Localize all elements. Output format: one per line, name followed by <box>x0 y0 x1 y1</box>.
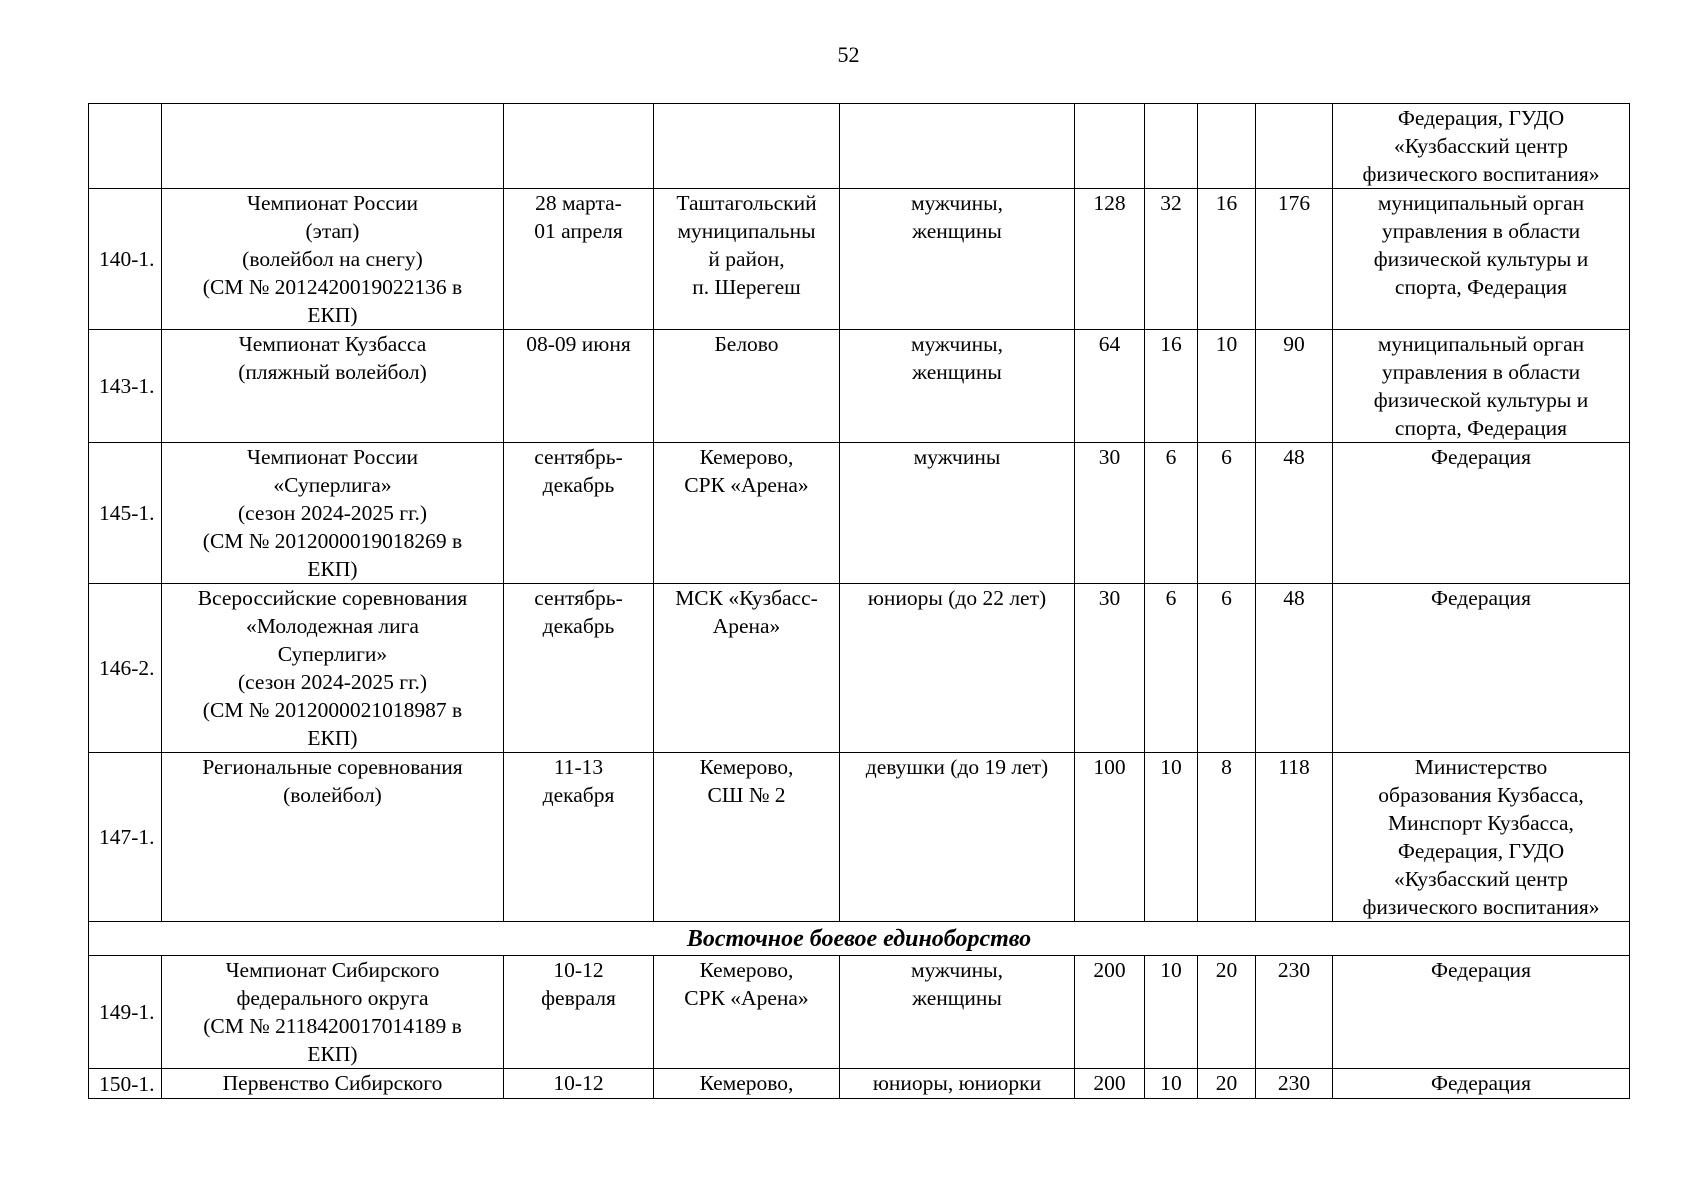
participants-cell: девушки (до 19 лет) <box>840 753 1075 922</box>
count-coaches-cell: 10 <box>1145 956 1198 1069</box>
organizer-cell: муниципальный орган управления в области физической культуры и спорта, Федерация <box>1333 330 1630 443</box>
count-coaches-cell: 6 <box>1145 443 1198 584</box>
participants-cell: мужчины, женщины <box>840 956 1075 1069</box>
count-coaches-cell: 10 <box>1145 1069 1198 1099</box>
row-number-cell: 147-1. <box>89 753 162 922</box>
count-coaches-cell: 32 <box>1145 189 1198 330</box>
count-coaches-cell <box>1145 104 1198 189</box>
organizer-cell: Федерация <box>1333 956 1630 1069</box>
event-place-cell <box>654 104 840 189</box>
count-total-cell: 48 <box>1256 584 1333 753</box>
count-judges-cell: 10 <box>1198 330 1256 443</box>
participants-cell: мужчины <box>840 443 1075 584</box>
table-row <box>89 956 1630 1069</box>
table-row <box>89 189 1630 330</box>
event-name-cell <box>162 104 504 189</box>
event-name-cell: Чемпионат Сибирского федерального округа (СМ № 2118420017014189 в ЕКП) <box>162 956 504 1069</box>
count-total-cell <box>1256 104 1333 189</box>
count-total-cell: 230 <box>1256 956 1333 1069</box>
count-total-cell: 48 <box>1256 443 1333 584</box>
participants-cell: юниоры (до 22 лет) <box>840 584 1075 753</box>
event-place-cell: Таштагольский муниципальны й район, п. Шерегеш <box>654 189 840 330</box>
row-number-cell: 150-1. <box>89 1069 162 1099</box>
row-number-cell <box>89 104 162 189</box>
table-row <box>89 104 1630 189</box>
participants-cell: мужчины, женщины <box>840 330 1075 443</box>
participants-cell: мужчины, женщины <box>840 189 1075 330</box>
event-place-cell: Кемерово, СШ № 2 <box>654 753 840 922</box>
table-row <box>89 443 1630 584</box>
count-judges-cell: 8 <box>1198 753 1256 922</box>
event-dates-cell: сентябрь- декабрь <box>504 584 654 753</box>
participants-cell <box>840 104 1075 189</box>
row-number-cell: 145-1. <box>89 443 162 584</box>
event-dates-cell <box>504 104 654 189</box>
count-athletes-cell: 200 <box>1075 1069 1145 1099</box>
event-name-cell: Региональные соревнования (волейбол) <box>162 753 504 922</box>
event-dates-cell: 10-12 <box>504 1069 654 1099</box>
event-place-cell: Кемерово, <box>654 1069 840 1099</box>
count-judges-cell: 6 <box>1198 443 1256 584</box>
count-total-cell: 90 <box>1256 330 1333 443</box>
event-name-cell: Чемпионат России (этап) (волейбол на снегу) (СМ № 2012420019022136 в ЕКП) <box>162 189 504 330</box>
count-judges-cell <box>1198 104 1256 189</box>
participants-cell: юниоры, юниорки <box>840 1069 1075 1099</box>
table-row <box>89 753 1630 922</box>
organizer-cell: Федерация <box>1333 1069 1630 1099</box>
organizer-cell: Федерация <box>1333 443 1630 584</box>
count-athletes-cell: 128 <box>1075 189 1145 330</box>
event-place-cell: Кемерово, СРК «Арена» <box>654 443 840 584</box>
organizer-cell: Федерация, ГУДО «Кузбасский центр физического воспитания» <box>1333 104 1630 189</box>
organizer-cell: Федерация <box>1333 584 1630 753</box>
event-dates-cell: 08-09 июня <box>504 330 654 443</box>
table-row <box>89 1069 1630 1099</box>
event-name-cell: Чемпионат Кузбасса (пляжный волейбол) <box>162 330 504 443</box>
event-place-cell: МСК «Кузбасс- Арена» <box>654 584 840 753</box>
event-dates-cell: 28 марта- 01 апреля <box>504 189 654 330</box>
table-row <box>89 330 1630 443</box>
event-dates-cell: 10-12 февраля <box>504 956 654 1069</box>
event-dates-cell: 11-13 декабря <box>504 753 654 922</box>
page-number: 52 <box>837 42 860 67</box>
row-number-cell: 140-1. <box>89 189 162 330</box>
organizer-cell: муниципальный орган управления в области физической культуры и спорта, Федерация <box>1333 189 1630 330</box>
event-name-cell: Всероссийские соревнования «Молодежная лига Суперлиги» (сезон 2024-2025 гг.) (СМ № 2012000021018987 в ЕКП) <box>162 584 504 753</box>
section-header-row <box>89 922 1630 956</box>
event-place-cell: Белово <box>654 330 840 443</box>
count-athletes-cell: 100 <box>1075 753 1145 922</box>
table-row <box>89 584 1630 753</box>
count-athletes-cell: 200 <box>1075 956 1145 1069</box>
event-name-cell: Чемпионат России «Суперлига» (сезон 2024-2025 гг.) (СМ № 2012000019018269 в ЕКП) <box>162 443 504 584</box>
event-name-cell: Первенство Сибирского <box>162 1069 504 1099</box>
events-table <box>88 103 1630 1099</box>
row-number-cell: 143-1. <box>89 330 162 443</box>
count-coaches-cell: 16 <box>1145 330 1198 443</box>
count-judges-cell: 16 <box>1198 189 1256 330</box>
count-coaches-cell: 6 <box>1145 584 1198 753</box>
count-athletes-cell: 30 <box>1075 584 1145 753</box>
count-judges-cell: 20 <box>1198 956 1256 1069</box>
count-total-cell: 176 <box>1256 189 1333 330</box>
count-athletes-cell: 64 <box>1075 330 1145 443</box>
row-number-cell: 149-1. <box>89 956 162 1069</box>
event-dates-cell: сентябрь- декабрь <box>504 443 654 584</box>
row-number-cell: 146-2. <box>89 584 162 753</box>
count-judges-cell: 20 <box>1198 1069 1256 1099</box>
count-judges-cell: 6 <box>1198 584 1256 753</box>
count-athletes-cell: 30 <box>1075 443 1145 584</box>
section-title: Восточное боевое единоборство <box>89 922 1630 956</box>
count-total-cell: 230 <box>1256 1069 1333 1099</box>
event-place-cell: Кемерово, СРК «Арена» <box>654 956 840 1069</box>
count-athletes-cell <box>1075 104 1145 189</box>
events-table-body <box>89 104 1630 1099</box>
organizer-cell: Министерство образования Кузбасса, Минспорт Кузбасса, Федерация, ГУДО «Кузбасский центр физического воспитания» <box>1333 753 1630 922</box>
count-total-cell: 118 <box>1256 753 1333 922</box>
count-coaches-cell: 10 <box>1145 753 1198 922</box>
